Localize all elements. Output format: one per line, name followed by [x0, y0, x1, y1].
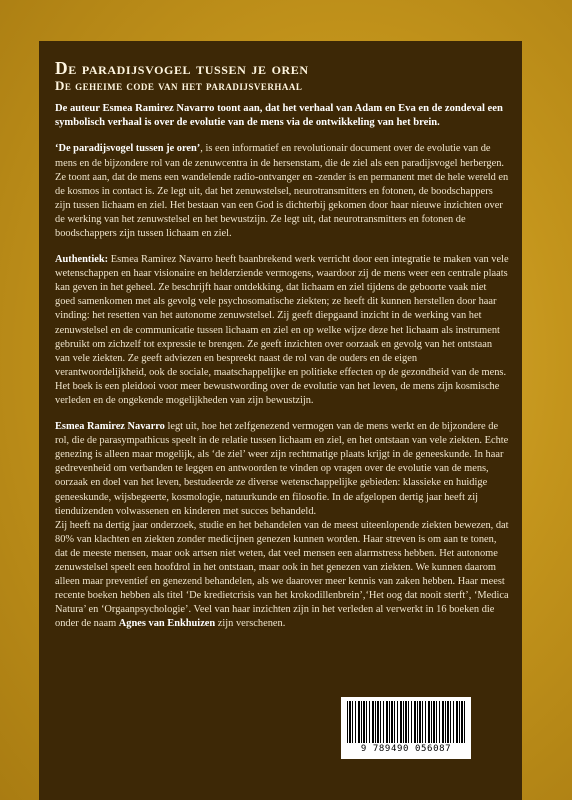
- paragraph-research-end: zijn verschenen.: [215, 618, 286, 630]
- paragraph-intro: [55, 142, 509, 241]
- paragraph-author: [55, 420, 509, 519]
- isbn-barcode: [341, 697, 471, 759]
- paragraph-authentiek-label: Authentiek:: [55, 254, 109, 266]
- pen-name: Agnes van Enkhuizen: [118, 618, 216, 630]
- paragraph-author-label: Esmea Ramirez Navarro: [55, 421, 165, 433]
- paragraph-research: [55, 519, 509, 632]
- barcode-bars: [347, 701, 465, 743]
- paragraph-authentiek-text: Esmea Ramirez Navarro heeft baanbrekend werk verricht door een integratie te maken van vele wetenschappen en haar visionaire en helderziende vermogens, waardoor zij de mens weer een centrale plaats kan geven in het geheel. Ze beschrijft haar ontdekking, dat lichaam en ziel tijdens de geboorte vaak niet goed samenkomen met als gevolg vele psychosomatische ziekten; ze heeft dit kunnen herstellen door haar vinding: het resetten van het autonome zenuwstelsel. Zij geeft diepgaand inzicht in de werking van het zenuwstelsel en de communicatie tussen lichaam en ziel en op welke wijze deze het lichaam als instrument gebruikt om zichzelf tot expressie te brengen. Ze geeft inzichten over oorzaak en gevolg van het ontstaan van vele ziekten. Ze geeft adviezen en bespreekt naast de rol van de ouders en de eigen verantwoordelijkheid, ook de sociale, maatschappelijke en politieke effecten op de gezondheid van de mens. Het boek is een pleidooi voor meer bewustwording over de evolutie van het leven, de mens zijn kosmische verleden en de ongekende mogelijkheden van zijn bewustzijn.: [55, 254, 509, 406]
- paragraph-author-text: legt uit, hoe het zelfgenezend vermogen van de mens werkt en de bijzondere de rol, die de parasympathicus speelt in de relatie tussen lichaam en ziel, en het ontstaan van vele ziekten. Echte genezing is alleen maar mogelijk, als ‘de ziel’ weer zijn rechtmatige plaats krijgt in de geneeskunde. In haar gedrevenheid om verbanden te leggen en antwoorden te vinden op vragen over de evolutie van de mens, oorzaak en doel van het leven, bestudeerde ze diverse wetenschappelijke gebieden: klassieke en huidige geneeskunde, wijsbegeerte, kosmologie, natuurkunde en filosofie. In de afgelopen dertig jaar heeft zij tienduizenden volwassenen en kinderen met succes behandeld.: [55, 421, 509, 517]
- book-subtitle: De geheime code van het paradijsverhaal: [55, 78, 303, 93]
- back-cover-text-panel: [39, 41, 522, 800]
- lead-paragraph: De auteur Esmea Ramirez Navarro toont aan, dat het verhaal van Adam en Eva en de zondeval een symbolisch verhaal is over de evolutie van de mens via de ontwikkeling van het brein.: [55, 103, 503, 129]
- paragraph-intro-label: ‘De paradijsvogel tussen je oren’: [55, 143, 201, 155]
- paragraph-research-text: Zij heeft na dertig jaar onderzoek, studie en het behandelen van de meest uiteenlopende ziekten bewezen, dat 80% van klachten en ziekten zonder medicijnen genezen kunnen worden. Haar streven is om aan te tonen, dat de meeste mensen, maar ook artsen niet weten, dat veel mensen een alarmstress hebben. Het autonome zenuwstelsel speelt een hoofdrol in het ontstaan, maar ook in het genezen van ziekten. We kunnen daarom alleen maar preventief en genezend behandelen, als we daarover meer kennis van zaken hebben. Haar meest recente boeken hebben als titel ‘De kredietcrisis van het krokodillenbrein’,‘Het oog dat nooit sterft’, ‘Medica Natura’ en ‘Orgaanpsychologie’. Veel van haar inzichten zijn in het verleden al verwerkt in 16 boeken die onder de naam: [55, 519, 509, 630]
- paragraph-intro-text: , is een informatief en revolutionair document over de evolutie van de mens en de bijzondere rol van de zenuwcentra in de hersenstam, die de ziel als een paradijsvogel herbergen. Ze toont aan, dat de mens een wandelende radio-ontvanger en -zender is en permanent met de hele wereld en de kosmos in contact is. Ze legt uit, dat het zenuwstelsel, neurotransmitters en fotonen, de boodschappers zijn tussen lichaam en ziel. Het bestaan van een God is dichterbij gekomen door haar nieuwe inzichten over de werking van het zenuwstelsel en het bewustzijn. Ze legt uit, dat neurotransmitters en fotonen de boodschappers zijn tussen lichaam en ziel.: [55, 143, 509, 239]
- isbn-number: 9 789490 056087: [360, 744, 452, 754]
- paragraph-authentiek: [55, 253, 509, 408]
- book-title: De paradijsvogel tussen je oren: [55, 58, 309, 78]
